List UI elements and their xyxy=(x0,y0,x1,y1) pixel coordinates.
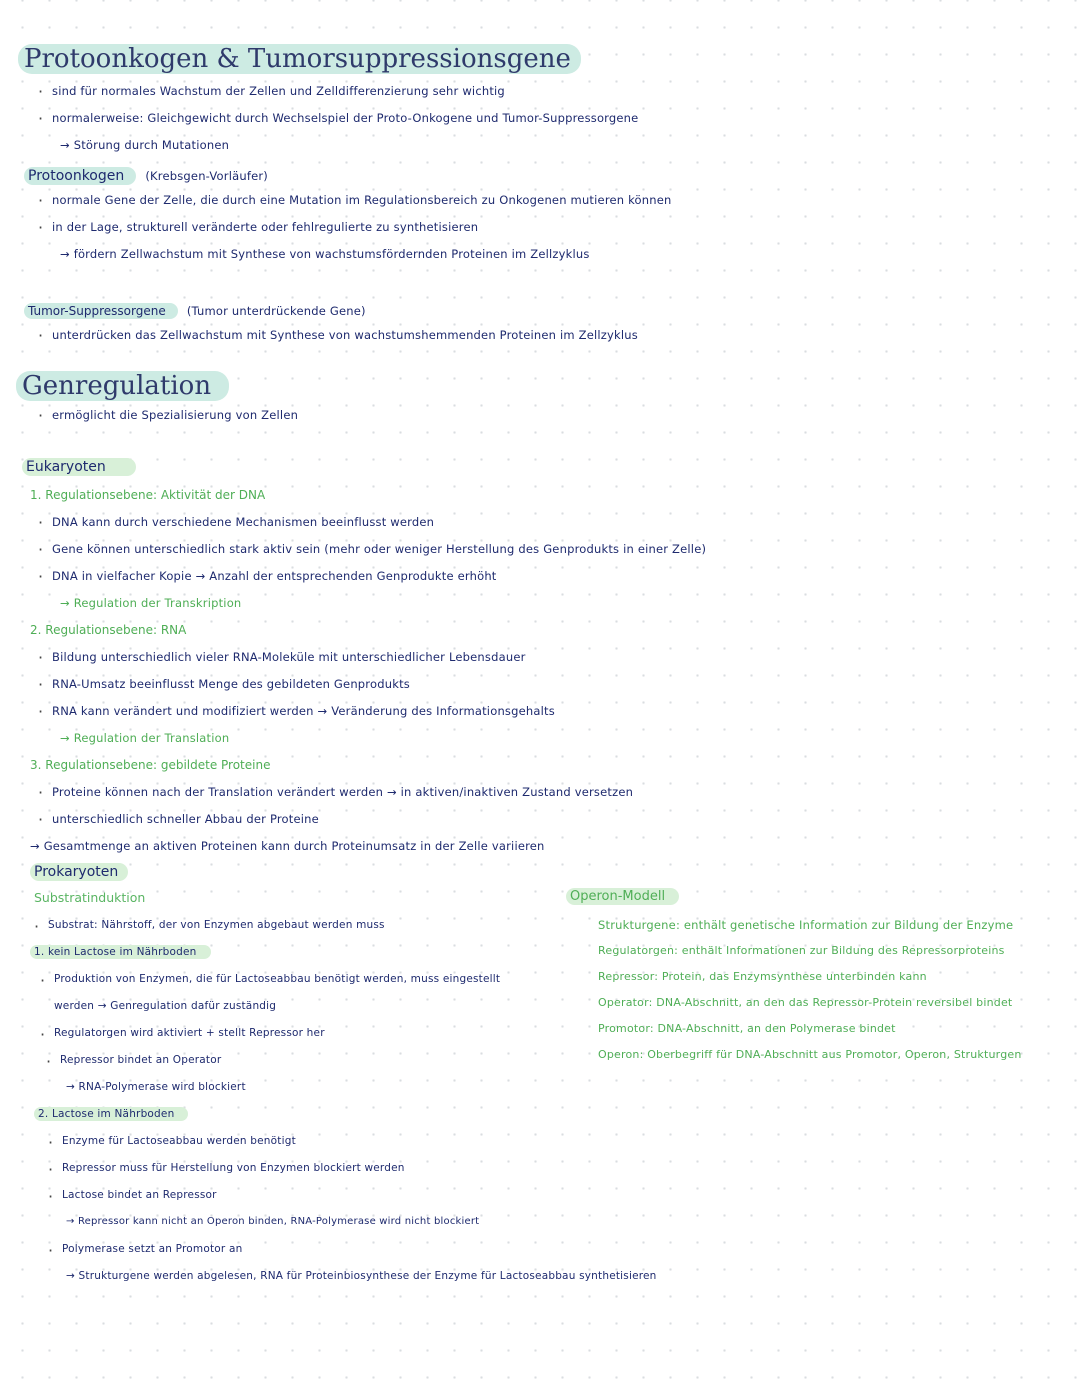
level2-bullet-3: · RNA kann verändert und modifiziert werden → Veränderung des Informationsgehalts xyxy=(52,704,555,718)
operon-item-operon: · Operon: Oberbegriff für DNA-Abschnitt aus Promotor, Operon, Strukturgen xyxy=(598,1048,1074,1074)
operon-modell-heading: Operon-Modell xyxy=(566,888,679,905)
protoonkogen-heading-row xyxy=(24,165,268,184)
level1-bullet-3: · DNA in vielfacher Kopie → Anzahl der entsprechenden Genprodukte erhöht xyxy=(52,569,497,583)
substrat-definition: · Substrat: Nährstoff, der von Enzymen abgebaut werden muss xyxy=(48,919,385,931)
case1-bullet-1: · Produktion von Enzymen, die für Lactoseabbau benötigt werden, muss eingestellt xyxy=(54,973,500,985)
case-2-heading: 2. Lactose im Nährboden xyxy=(34,1107,188,1121)
protoonkogen-heading: Protoonkogen xyxy=(24,167,136,185)
case2-bullet-1: · Enzyme für Lactoseabbau werden benötigt xyxy=(62,1135,296,1147)
prokaryoten-subheading: Substratinduktion xyxy=(34,890,146,905)
protoonkogen-heading-note: (Krebsgen-Vorläufer) xyxy=(145,169,268,183)
level1-bullet-2: · Gene können unterschiedlich stark aktiv sein (mehr oder weniger Herstellung des Genprodukts in einer Zelle) xyxy=(52,542,706,556)
protoonkogen-bullet-1: · sind für normales Wachstum der Zellen und Zelldifferenzierung sehr wichtig xyxy=(52,84,505,98)
protoonkogen-arrow-mutation: → Störung durch Mutationen xyxy=(60,138,230,152)
case-1-heading: 1. kein Lactose im Nährboden xyxy=(30,945,211,959)
case1-arrow: → RNA-Polymerase wird blockiert xyxy=(66,1081,246,1093)
operon-item-promotor: · Promotor: DNA-Abschnitt, an den Polymerase bindet xyxy=(598,1022,1074,1048)
case2-arrow-2: → Strukturgene werden abgelesen, RNA für Proteinbiosynthese der Enzyme für Lactoseabbau synthetisieren xyxy=(66,1270,657,1282)
level1-bullet-1: · DNA kann durch verschiedene Mechanismen beeinflusst werden xyxy=(52,515,434,529)
operon-modell-list xyxy=(598,918,1074,1074)
tumor-bullet-1: · unterdrücken das Zellwachstum mit Synthese von wachstumshemmenden Proteinen im Zellzyklus xyxy=(52,328,638,342)
case1-bullet-1-cont: werden → Genregulation dafür zuständig xyxy=(54,1000,277,1012)
eukaryoten-summary: → Gesamtmenge an aktiven Proteinen kann durch Proteinumsatz in der Zelle variieren xyxy=(30,839,545,853)
level3-bullet-1: · Proteine können nach der Translation verändert werden → in aktiven/inaktiven Zustand versetzen xyxy=(52,785,633,799)
level2-bullet-1: · Bildung unterschiedlich vieler RNA-Moleküle mit unterschiedlicher Lebensdauer xyxy=(52,650,526,664)
proto-bullet-1: · normale Gene der Zelle, die durch eine Mutation im Regulationsbereich zu Onkogenen mutieren können xyxy=(52,193,672,207)
proto-arrow: → fördern Zellwachstum mit Synthese von wachstumsfördernden Proteinen im Zellzyklus xyxy=(60,247,590,261)
case2-arrow: → Repressor kann nicht an Operon binden, RNA-Polymerase wird nicht blockiert xyxy=(66,1216,480,1227)
tumor-heading: Tumor-Suppressorgene xyxy=(24,303,178,319)
level2-bullet-2: · RNA-Umsatz beeinflusst Menge des gebildeten Genprodukts xyxy=(52,677,410,691)
genregulation-bullet-1: · ermöglicht die Spezialisierung von Zellen xyxy=(52,408,298,422)
section-title-genregulation: Genregulation xyxy=(16,371,229,401)
tumor-heading-note: (Tumor unterdrückende Gene) xyxy=(186,304,366,318)
proto-bullet-2: · in der Lage, strukturell veränderte oder fehlregulierte zu synthetisieren xyxy=(52,220,478,234)
eukaryoten-level-2: 2. Regulationsebene: RNA xyxy=(30,623,187,637)
operon-item-operator: · Operator: DNA-Abschnitt, an den das Repressor-Protein reversibel bindet xyxy=(598,996,1074,1022)
protoonkogen-bullet-2: · normalerweise: Gleichgewicht durch Wechselspiel der Proto-Onkogene und Tumor-Suppressorgene xyxy=(52,111,638,125)
level2-arrow: → Regulation der Translation xyxy=(60,731,230,745)
prokaryoten-heading: Prokaryoten xyxy=(30,863,128,881)
operon-item-repressor: · Repressor: Protein, das Enzymsynthese unterbinden kann xyxy=(598,970,1074,996)
case2-bullet-4: · Polymerase setzt an Promotor an xyxy=(62,1243,242,1255)
tumor-heading-row xyxy=(24,300,366,319)
eukaryoten-level-3: 3. Regulationsebene: gebildete Proteine xyxy=(30,758,271,772)
case1-bullet-3: · Repressor bindet an Operator xyxy=(60,1054,221,1066)
eukaryoten-heading: Eukaryoten xyxy=(22,458,136,476)
level3-bullet-2: · unterschiedlich schneller Abbau der Proteine xyxy=(52,812,319,826)
section-title-protoonkogen: Protoonkogen & Tumorsuppressionsgene xyxy=(18,44,581,74)
level1-arrow: → Regulation der Transkription xyxy=(60,596,242,610)
case1-bullet-2: · Regulatorgen wird aktiviert + stellt Repressor her xyxy=(54,1027,325,1039)
eukaryoten-level-1: 1. Regulationsebene: Aktivität der DNA xyxy=(30,488,266,502)
operon-item-strukturgene: · Strukturgene: enthält genetische Information zur Bildung der Enzyme xyxy=(598,918,1074,944)
case2-bullet-2: · Repressor muss für Herstellung von Enzymen blockiert werden xyxy=(62,1162,405,1174)
operon-item-regulatorgen: · Regulatorgen: enthält Informationen zur Bildung des Repressorproteins xyxy=(598,944,1074,970)
case2-bullet-3: · Lactose bindet an Repressor xyxy=(62,1189,217,1201)
